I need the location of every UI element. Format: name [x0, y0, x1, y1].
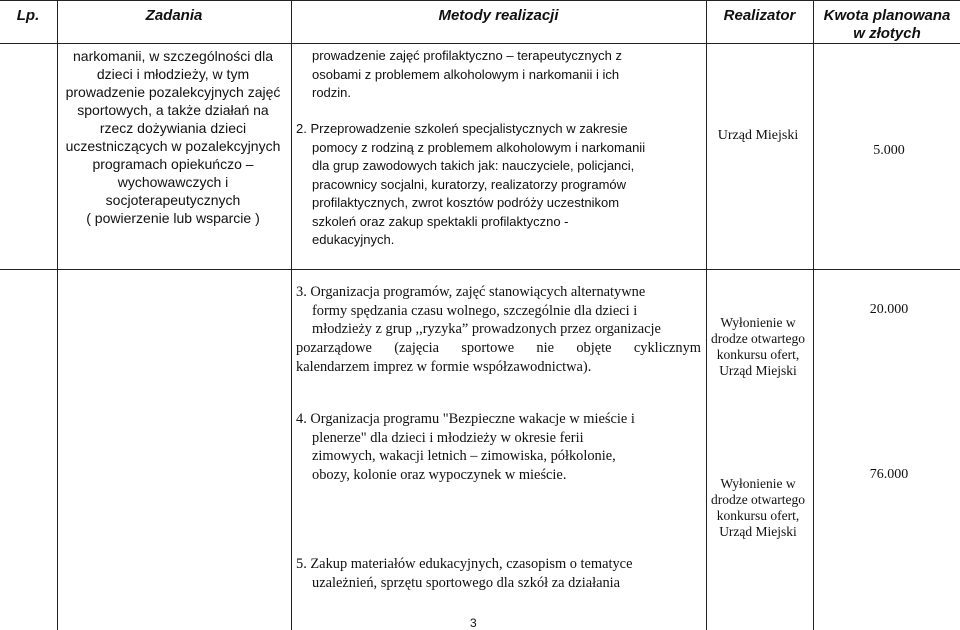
method-line: dla grup zawodowych takich jak: nauczyciele, policjanci, — [312, 158, 635, 173]
realizator-line: Urząd Miejski — [719, 363, 797, 378]
task-line: socjoterapeutycznych — [105, 192, 241, 208]
task-line: rzecz dożywiania dzieci — [99, 120, 247, 136]
realizator-line: Wyłonienie w — [720, 315, 796, 330]
realizator-line: drodze otwartego — [710, 331, 806, 346]
method-line: 5. Zakup materiałów edukacyjnych, czasopism o tematyce — [296, 556, 633, 572]
method-line: osobami z problemem alkoholowym i narkomanii i ich — [312, 66, 620, 82]
table-header — [0, 0, 960, 44]
method-3 — [296, 283, 701, 377]
column-divider — [813, 0, 814, 630]
method-line: edukacyjnych. — [312, 232, 395, 247]
realizator-3 — [707, 315, 809, 379]
method-line: 2. Przeprowadzenie szkoleń specjalistycznych w zakresie — [296, 121, 628, 136]
page-number: 3 — [470, 616, 477, 630]
row-divider — [0, 269, 960, 270]
method-line: pozarządowe (zajęcia sportowe nie objęte cyklicznym — [296, 340, 701, 357]
column-divider — [291, 0, 292, 630]
amount-3: 20.000 — [869, 302, 909, 317]
task-line: uczestniczących w pozalekcyjnych — [65, 138, 281, 154]
method-line: szkoleń oraz zakup spektakli profilaktyczno - — [312, 213, 569, 229]
realizator-4 — [707, 476, 809, 540]
method-line: 4. Organizacja programu "Bezpieczne wakacje w mieście i — [296, 411, 635, 427]
method-line: młodzieży z grup ,,ryzyka” prowadzonych przez organizacje — [312, 321, 661, 338]
method-line: profilaktycznych, zwrot kosztów podróży uczestnikom — [312, 195, 620, 210]
task-description — [58, 47, 288, 227]
header-metody: Metody realizacji — [438, 7, 559, 24]
task-line: programach opiekuńczo – — [92, 156, 254, 172]
method-4 — [296, 410, 701, 485]
method-line: uzależnień, sprzętu sportowego dla szkół za działania — [312, 574, 621, 591]
method-2 — [296, 120, 701, 250]
method-line: zimowych, wakacji letnich – zimowiska, półkolonie, — [312, 448, 616, 465]
realizator-line: drodze otwartego — [710, 492, 806, 507]
realizator-line: konkursu ofert, — [716, 347, 800, 362]
method-line: kalendarzem imprez w formie współzawodnictwa). — [296, 358, 592, 375]
header-realizator: Realizator — [723, 7, 796, 24]
header-lp: Lp. — [16, 7, 40, 24]
method-1 — [296, 47, 701, 103]
realizator-line: Urząd Miejski — [719, 524, 797, 539]
task-line: prowadzenie pozalekcyjnych zajęć — [65, 84, 281, 100]
method-line: prowadzenie zajęć profilaktyczno – terapeutycznych z — [312, 48, 622, 63]
header-kwota-line1: Kwota planowana — [823, 7, 951, 24]
realizator-line: Wyłonienie w — [720, 476, 796, 491]
header-kwota-line2: w złotych — [853, 25, 921, 42]
realizator-2: Urząd Miejski — [717, 128, 799, 143]
method-5 — [296, 555, 701, 592]
header-zadania: Zadania — [145, 7, 203, 24]
task-line: dzieci i młodzieży, w tym — [96, 66, 250, 82]
method-line: pomocy z rodziną z problemem alkoholowym i narkomanii — [312, 139, 646, 155]
task-line: ( powierzenie lub wsparcie ) — [86, 210, 260, 226]
method-line: formy spędzania czasu wolnego, szczególnie dla dzieci i — [312, 302, 638, 319]
task-line: sportowych, a także działań na — [77, 102, 269, 118]
task-line: narkomanii, w szczególności dla — [73, 48, 273, 64]
method-line: 3. Organizacja programów, zajęć stanowiących alternatywne — [296, 284, 646, 300]
method-line: obozy, kolonie oraz wypoczynek w mieście. — [312, 467, 567, 484]
task-line: wychowawczych i — [117, 174, 229, 190]
method-line: rodzin. — [312, 85, 352, 100]
method-line: pracownicy socjalni, kuratorzy, realizatorzy programów — [312, 176, 627, 192]
realizator-line: konkursu ofert, — [716, 508, 800, 523]
amount-2: 5.000 — [873, 143, 905, 158]
method-line: plenerze" dla dzieci i młodzieży w okresie ferii — [312, 429, 584, 446]
amount-4: 76.000 — [869, 467, 909, 482]
